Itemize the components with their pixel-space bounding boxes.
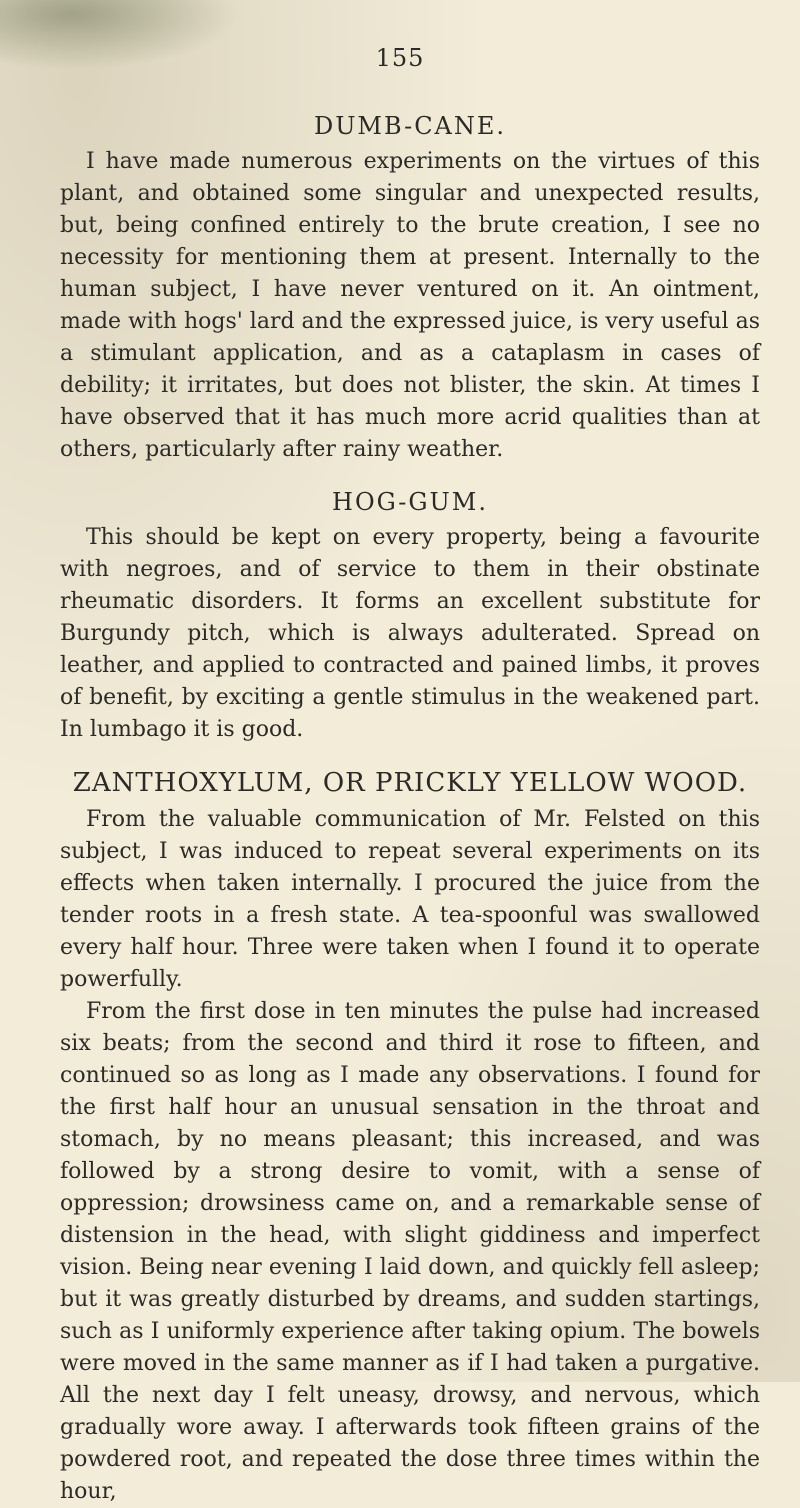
paragraph-dumb-cane: I have made numerous experiments on the virtues of this plant, and obtained some singular and unexpected results, but, being confined entirely to the brute creation, I see no necessity for mentioning them at present. Internally to the human subject, I have never ventured on it. An ointment, made with hogs' lard and the expressed juice, is very useful as a stimulant application, and as a cataplasm in cases of debility; it irritates, but does not blister, the skin. At times I have observed that it has much more acrid qualities than at others, particularly after rainy weather. bbox=[60, 149, 760, 462]
page-body bbox=[60, 112, 760, 1508]
section-title-zanthoxylum: ZANTHOXYLUM, OR PRICKLY YELLOW WOOD. bbox=[72, 768, 748, 798]
paragraph-zanthoxylum-intro: From the valuable communication of Mr. Felsted on this subject, I was induced to repeat several experiments on its effects when taken internally. I procured the juice from the tender roots in a fresh state. A tea-spoonful was swallowed every half hour. Three were taken when I found it to operate powerfully. bbox=[60, 807, 760, 992]
section-title-dumb-cane: DUMB-CANE. bbox=[313, 112, 507, 140]
section-title-hog-gum: HOG-GUM. bbox=[332, 488, 488, 516]
page-number: 155 bbox=[375, 44, 425, 72]
paragraph-hog-gum: This should be kept on every property, being a favourite with negroes, and of service to them in their obstinate rheumatic disorders. It forms an excellent substitute for Burgundy pitch, which is always adulterated. Spread on leather, and applied to contracted and pained limbs, it proves of benefit, by exciting a gentle stimulus in the weakened part. In lumbago it is good. bbox=[60, 525, 760, 742]
paragraph-zanthoxylum-effects: From the first dose in ten minutes the pulse had increased six beats; from the second and third it rose to fifteen, and continued so as long as I made any observations. I found for the first half hour an unusual sensation in the throat and stomach, by no means pleasant; this increased, and was followed by a strong desire to vomit, with a sense of oppression; drowsiness came on, and a remarkable sense of distension in the head, with slight giddiness and imperfect vision. Being near evening I laid down, and quickly fell asleep; but it was greatly disturbed by dreams, and sudden startings, such as I uniformly experience after taking opium. The bowels were moved in the same manner as if I had taken a purgative. All the next day I felt uneasy, drowsy, and nervous, which gradually wore away. I afterwards took fifteen grains of the powdered root, and repeated the dose three times within the hour, bbox=[60, 999, 760, 1504]
